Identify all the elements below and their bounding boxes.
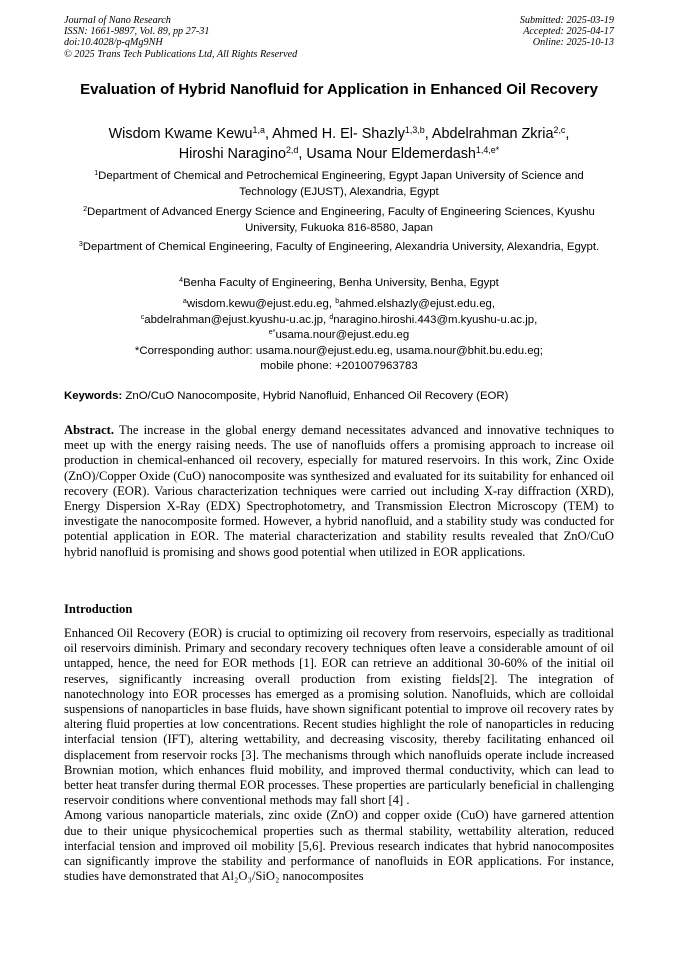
keywords-line	[64, 389, 614, 403]
online-date: Online: 2025-10-13	[532, 37, 614, 49]
introduction-body	[64, 626, 614, 884]
keywords-label: Keywords:	[64, 390, 123, 402]
issn-line: ISSN: 1661-9897, Vol. 89, pp 27-31	[64, 26, 210, 38]
accepted-date: Accepted: 2025-04-17	[523, 26, 614, 38]
keywords-text: ZnO/CuO Nanocomposite, Hybrid Nanofluid, Enhanced Oil Recovery (EOR)	[125, 390, 509, 402]
abstract-section	[64, 423, 614, 560]
email-address[interactable]: $^a$wisdom.kewu@ejust.edu.eg	[182, 298, 329, 310]
author-name: Hiroshi Naragino$^{2,d}$,	[178, 145, 307, 162]
affiliation-3: $^3$Department of Chemical Engineering, Faculty of Engineering, Alexandria University, Alexandria, Egypt.	[78, 241, 600, 253]
email-address[interactable]: $^b$ahmed.elshazly@ejust.edu.eg	[335, 298, 492, 310]
abstract-label: Abstract.	[64, 423, 115, 437]
author-list	[64, 124, 614, 164]
author-name: Usama Nour Eldemerdash$^{1,4,e*}$	[306, 145, 500, 162]
affiliation-4: $^4$Benha Faculty of Engineering, Benha University, Benha, Egypt	[179, 277, 499, 289]
intro-paragraph-2: Among various nanoparticle materials, zinc oxide (ZnO) and copper oxide (CuO) have garnered attention due to their unique physicochemical properties such as thermal stability, wettability alteration, reduced interfacial tension and improved oil mobility [5,6]. Previous research indicates that hybrid nanocomposites can significantly improve the stability and performance of nanofluids in EOR applications. For instance, studies have demonstrated that Al₂O₃/SiO₂ nanocomposites	[64, 808, 614, 884]
author-name: Abdelrahman Zkria$^{2,c}$,	[431, 125, 570, 142]
mobile-phone: mobile phone: +201007963783	[260, 360, 418, 372]
paper-title: Evaluation of Hybrid Nanofluid for Application in Enhanced Oil Recovery	[80, 81, 598, 98]
author-name: Ahmed H. El- Shazly$^{1,3,b}$,	[272, 125, 432, 142]
journal-name: Journal of Nano Research	[64, 15, 171, 26]
doi-line: doi:10.4028/p-qMg9NH	[64, 37, 163, 49]
email-block: $^a$wisdom.kewu@ejust.edu.eg, $^b$ahmed.elshazly@ejust.edu.eg, $^c$abdelrahman@ejust.kyushu-u.ac.jp, $^d$naragino.hiroshi.443@m.kyushu-u.ac.jp, $^{e*}$usama.nour@ejust.edu.eg *Corresponding author: usama.nour@ejust.edu.eg, usama.nour@bhit.bu.edu.eg; mobile phone: +201007963783	[64, 297, 614, 375]
author-name: Wisdom Kwame Kewu$^{1,a}$,	[108, 125, 273, 142]
abstract-text: The increase in the global energy demand necessitates advanced and innovative techniques to meet up with the energy raising needs. The use of nanofluids offers a promising approach to increase oil production in chemical-enhanced oil recovery, especially for matured reservoirs. In this work, Zinc Oxide (ZnO)/Copper Oxide (CuO) nanocomposite was synthesized and evaluated for its suitability for enhanced oil recovery (EOR). Various characterization techniques were carried out including X-ray diffraction (XRD), Energy Dispersion X-Ray (EDX) Spectrophotometry, and Transmission Electron Microscopy (TEM) to investigate the nanocomposite formed. However, a hybrid nanofluid, and a stability study was conducted for potential application in EOR. The material characterization and stability results revealed that ZnO/CuO hybrid nanofluid is promising and shows good potential when utilized in EOR applications.	[64, 423, 614, 559]
affiliation-1: $^1$Department of Chemical and Petrochemical Engineering, Egypt Japan University of Science and Technology (EJUST), Alexandria, Egypt	[94, 170, 584, 198]
submitted-date: Submitted: 2025-03-19	[519, 15, 614, 26]
email-address[interactable]: $^{e*}$usama.nour@ejust.edu.eg	[268, 329, 410, 341]
intro-paragraph-1: Enhanced Oil Recovery (EOR) is crucial to optimizing oil recovery from reservoirs, especially as traditional oil reservoirs diminish. Primary and secondary recovery techniques often leave a considerable amount of oil untapped, hence, the need for EOR methods [1]. EOR can retrieve an additional 30-60% of the initial oil reserves, significantly increasing overall production from existing fields[2]. The integration of nanotechnology into EOR processes has emerged as a promising solution. Nanofluids, which are colloidal suspensions of nanoparticles in base fluids, have shown significant potential to improve oil recovery rates by altering fluid properties at low concentrations. Recent studies highlight the role of nanoparticles in reducing interfacial tension (IFT), altering wettability, and decreasing viscosity, thereby facilitating enhanced oil displacement from reservoir rocks [3]. The mechanisms through which nanofluids operate include increased Brownian motion, which enhances fluid mobility, and improved thermal conductivity, which can lead to better heat transfer during thermal EOR processes. These properties are particularly beneficial in challenging reservoir conditions where conventional methods may fall short [4] .	[64, 626, 614, 808]
email-address[interactable]: $^c$abdelrahman@ejust.kyushu-u.ac.jp	[140, 313, 323, 326]
email-address[interactable]: $^d$naragino.hiroshi.443@m.kyushu-u.ac.jp	[329, 313, 535, 326]
affiliation-2: $^2$Department of Advanced Energy Science and Engineering, Faculty of Engineering Sciences, Kyushu University, Fukuoka 816-8580, Japan	[83, 206, 595, 234]
introduction-heading: Introduction	[64, 602, 133, 616]
journal-header	[64, 15, 297, 60]
dates-header	[520, 15, 614, 49]
copyright-line: © 2025 Trans Tech Publications Ltd, All Rights Reserved	[64, 48, 298, 60]
corresponding-author: *Corresponding author: usama.nour@ejust.edu.eg, usama.nour@bhit.bu.edu.eg;	[134, 344, 544, 357]
